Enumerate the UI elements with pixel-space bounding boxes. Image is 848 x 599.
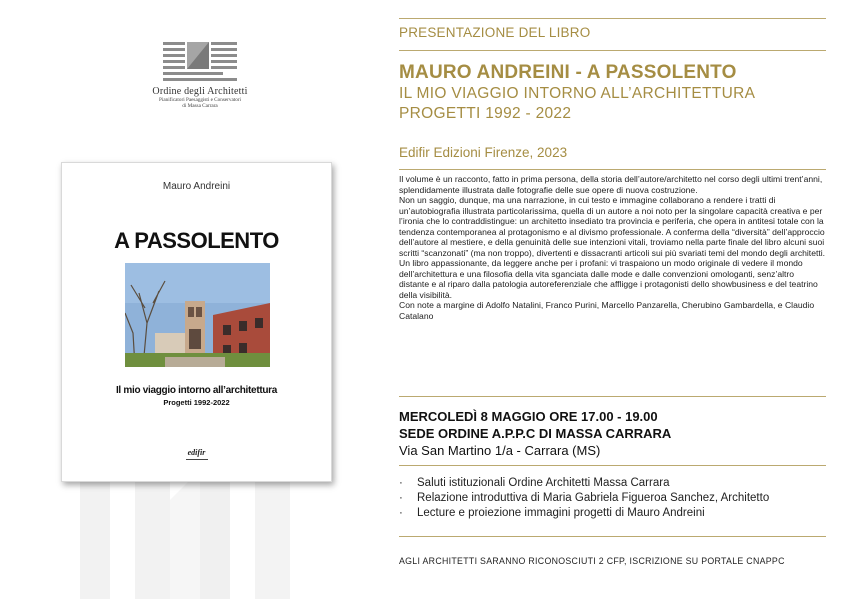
book-cover — [61, 162, 332, 482]
order-logo — [150, 40, 250, 109]
divider-program — [399, 465, 826, 466]
book-description — [399, 174, 826, 321]
event-date-time: MERCOLEDÌ 8 MAGGIO ORE 17.00 - 19.00 — [399, 409, 658, 424]
program-item-label: Saluti istituzionali Ordine Architetti Massa Carrara — [417, 477, 670, 489]
logo-name: Ordine degli Architetti — [152, 86, 248, 97]
publisher-underline — [186, 459, 208, 460]
book-publisher-mark: edifir — [187, 448, 206, 457]
subtitle-line-2: PROGETTI 1992 - 2022 — [399, 105, 572, 122]
bullet-icon: · — [399, 477, 403, 489]
description-paragraph: Il volume è un racconto, fatto in prima persona, della storia dell’autore/architetto nel corso degli ultimi trent’anni, splendidamente illustrata dalle fotografie delle sue opere di nuova costruzione. — [399, 174, 823, 195]
bullet-icon: · — [399, 507, 403, 519]
book-author: Mauro Andreini — [162, 181, 231, 192]
program-list — [399, 476, 829, 521]
logo-mark-icon — [159, 40, 241, 84]
divider-event — [399, 396, 826, 397]
subtitle-line-1: IL MIO VIAGGIO INTORNO ALL’ARCHITETTURA — [399, 85, 756, 102]
list-item — [399, 491, 829, 506]
description-paragraph: Non un saggio, dunque, ma una narrazione, in cui testo e immagine collaborano a rendere i tratti di un’autobiografia illustrata particolarissima, quella di un autore a noi noto per la singolare capacità creativa e per l’ironia che lo contraddistingue: un architetto insediato tra provincia e periferia, che opera in antitesi totale con la tendenza contemporanea al protagonismo e al divismo professionale. A conferma della “diversità” dell’approccio dell’autore al mestiere, e della genuinità delle sue intenzioni vitali, troviamo nella parte finale del libro alcuni suoi scritti “scanzonati” (ma non troppo), divertenti e dissacranti articoli sui più svariati temi del mondo degli architetti. — [399, 195, 826, 258]
event-details — [399, 408, 671, 459]
description-paragraph: Un libro appassionante, da leggere anche per i profani: vi traspaiono un modo originale di vedere il mondo dell’architettura e una filosofia della vita sganciata dalle mode e dalle convenzioni omologanti, senz’altro distante e al riparo dalla patologia autoreferenziale che affligge i protagonisti dello showbusiness e del teatrino della visibilità. — [399, 258, 818, 300]
kicker: PRESENTAZIONE DEL LIBRO — [399, 25, 591, 40]
list-item — [399, 476, 829, 491]
divider-footer — [399, 536, 826, 537]
book-years: Progetti 1992-2022 — [163, 398, 230, 407]
book-subtitle: Il mio viaggio intorno all’architettura — [115, 385, 278, 396]
event-address: Via San Martino 1/a - Carrara (MS) — [399, 443, 601, 458]
logo-subtitle-2: di Massa Carrara — [182, 103, 218, 109]
description-paragraph: Con note a margine di Adolfo Natalini, Franco Purini, Marcello Panzarella, Cherubino Gambardella, e Claudio Catalano — [399, 300, 815, 321]
cfp-note: AGLI ARCHITETTI SARANNO RICONOSCIUTI 2 CFP, ISCRIZIONE SU PORTALE CNAPPC — [399, 556, 785, 566]
cover-photo — [125, 263, 270, 367]
divider-kicker — [399, 50, 826, 51]
publisher-info: Edifir Edizioni Firenze, 2023 — [399, 145, 568, 160]
bullet-icon: · — [399, 492, 403, 504]
program-item-label: Lecture e proiezione immagini progetti di Mauro Andreini — [417, 507, 705, 519]
page-title: MAURO ANDREINI - A PASSOLENTO — [399, 62, 737, 83]
list-item — [399, 506, 829, 521]
event-venue: SEDE ORDINE A.P.P.C DI MASSA CARRARA — [399, 426, 672, 441]
divider-top — [399, 18, 826, 19]
program-item-label: Relazione introduttiva di Maria Gabriela Figueroa Sanchez, Architetto — [417, 492, 770, 504]
book-title: A PASSOLENTO — [114, 228, 279, 253]
logo-subtitle-1: Pianificatori Paesaggisti e Conservatori — [159, 97, 241, 103]
page-subtitle — [399, 84, 755, 124]
divider-publisher — [399, 169, 826, 170]
